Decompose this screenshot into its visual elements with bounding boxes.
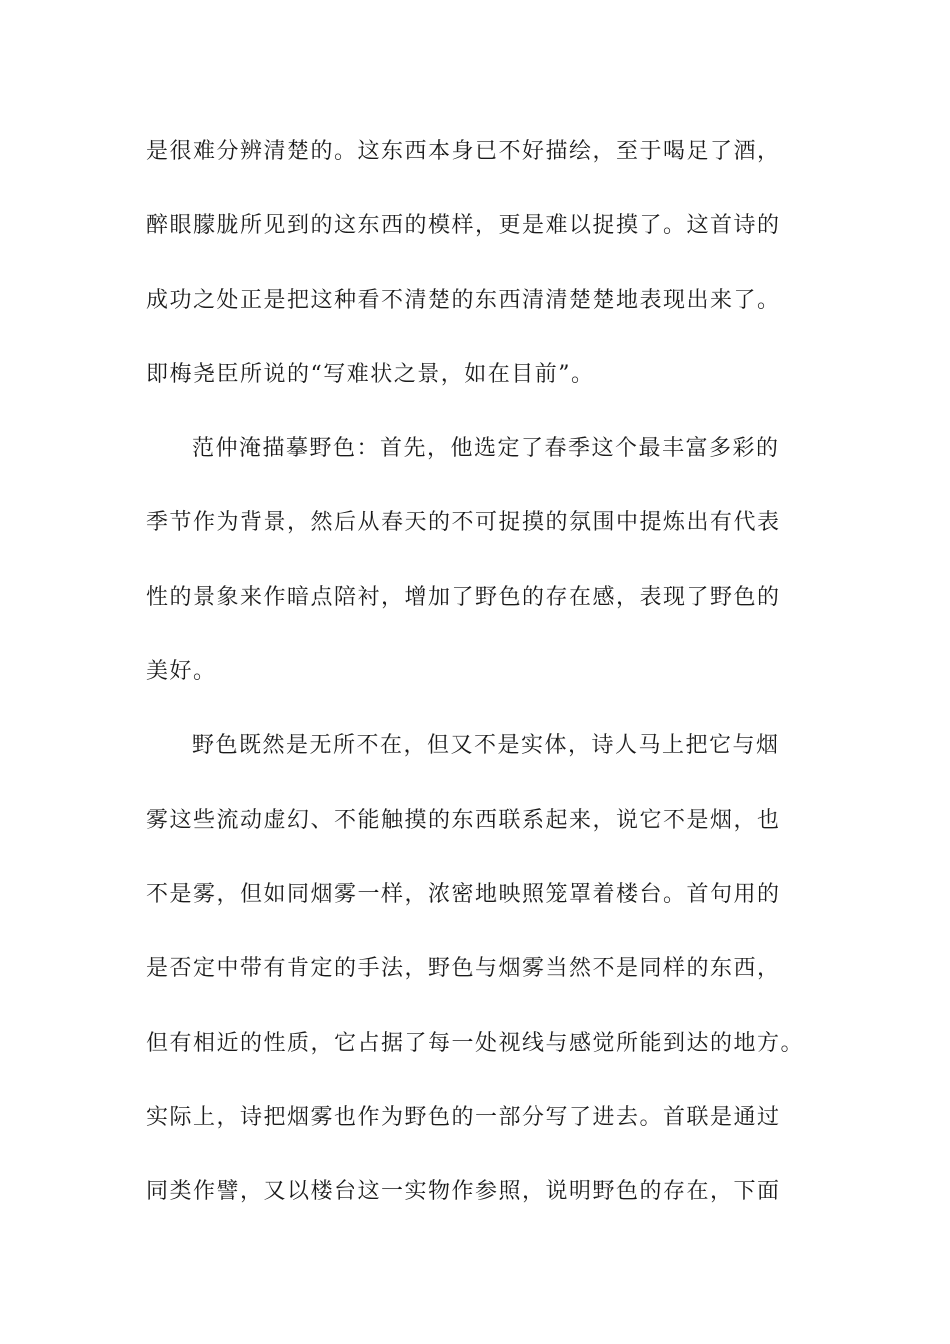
text-line: 美好。 bbox=[146, 659, 217, 685]
text-line: 雾这些流动虚幻、不能触摸的东西联系起来，说它不是烟，也 bbox=[146, 807, 781, 833]
text-line: 实际上，诗把烟雾也作为野色的一部分写了进去。首联是通过 bbox=[146, 1104, 781, 1130]
text-line: 是否定中带有肯定的手法，野色与烟雾当然不是同样的东西， bbox=[146, 956, 781, 982]
text-line: 是很难分辨清楚的。这东西本身已不好描绘，至于喝足了酒， bbox=[146, 139, 781, 164]
text-line: 但有相近的性质，它占据了每一处视线与感觉所能到达的地方。 bbox=[146, 1030, 805, 1056]
text-line: 季节作为背景，然后从春天的不可捉摸的氛围中提炼出有代表 bbox=[146, 510, 781, 536]
text-line: 即梅尧臣所说的“写难状之景，如在目前”。 bbox=[146, 361, 595, 387]
text-line: 不是雾，但如同烟雾一样，浓密地映照笼罩着楼台。首句用的 bbox=[146, 881, 781, 907]
text-line: 性的景象来作暗点陪衬，增加了野色的存在感，表现了野色的 bbox=[146, 584, 781, 610]
body-text bbox=[146, 130, 806, 1244]
text-line: 醉眼朦胧所见到的这东西的模样，更是难以捉摸了。这首诗的 bbox=[146, 213, 781, 239]
text-line: 同类作譬，又以楼台这一实物作参照，说明野色的存在，下面 bbox=[146, 1179, 781, 1205]
paragraph-first-line: 野色既然是无所不在，但又不是实体，诗人马上把它与烟 bbox=[192, 733, 780, 759]
paragraph-first-line: 范仲淹描摹野色：首先，他选定了春季这个最丰富多彩的 bbox=[192, 436, 780, 462]
text-line: 成功之处正是把这种看不清楚的东西清清楚楚地表现出来了。 bbox=[146, 287, 781, 313]
